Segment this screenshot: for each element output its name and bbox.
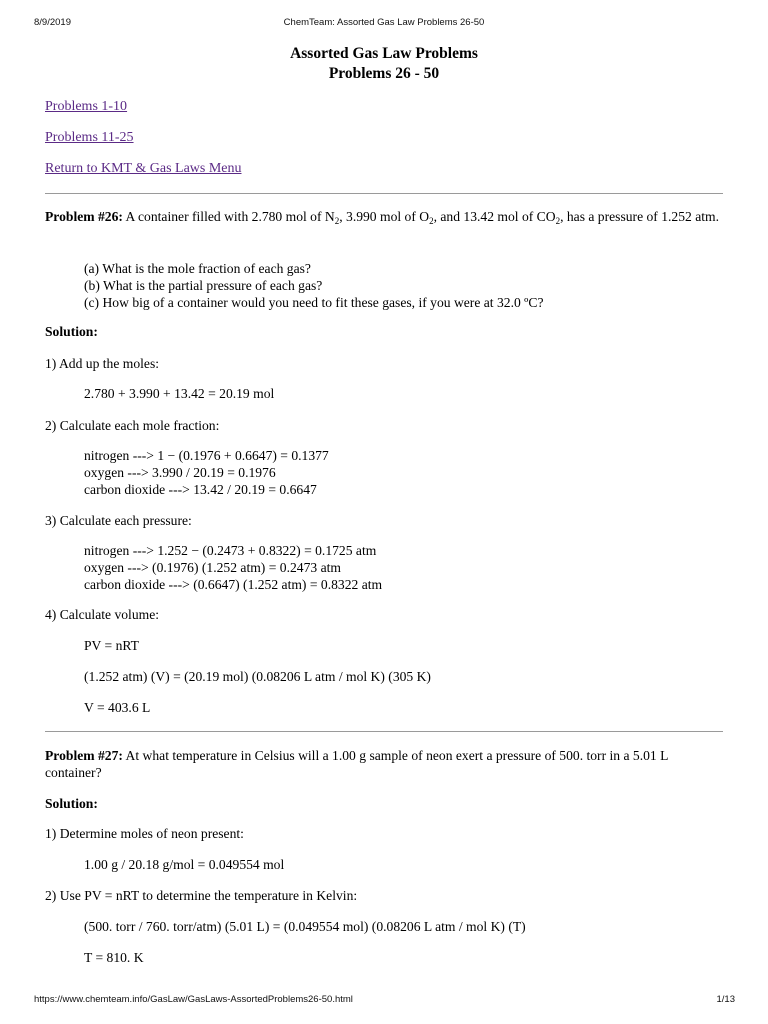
nav-links [45,99,723,177]
p27-step-1-equation: 1.00 g / 20.18 g/mol = 0.049554 mol [84,857,285,872]
p27-step-2-equation: (500. torr / 760. torr/atm) (5.01 L) = (0.049554 mol) (0.08206 L atm / mol K) (T) [84,919,526,934]
step-3-equations [45,542,768,593]
step-2-nitrogen: nitrogen ---> 1 − (0.1976 + 0.6647) = 0.1377 [84,448,329,463]
problem-27-statement [45,747,723,781]
subscript: 2 [429,216,434,226]
problem-26-text-b: , 3.990 mol of O [339,209,430,224]
page-title-line2: Problems 26 - 50 [328,65,440,82]
print-title: ChemTeam: Assorted Gas Law Problems 26-50 [283,17,485,28]
problem-27-solution-heading [45,795,768,812]
problem-26-text-a: A container filled with 2.780 mol of N [122,209,335,224]
problem-26-questions [45,260,768,311]
page-title [45,44,723,84]
step-2-co2: carbon dioxide ---> 13.42 / 20.19 = 0.6647 [84,482,317,497]
step-3-label: 3) Calculate each pressure: [45,513,192,528]
problem-27-text: At what temperature in Celsius will a 1.00 g sample of neon exert a pressure of 500. torr in a 5.01 L container? [45,748,668,780]
question-a: (a) What is the mole fraction of each gas? [84,261,311,276]
step-2-equations [45,447,768,498]
question-c: (c) How big of a container would you need to fit these gases, if you were at 32.0 ºC? [84,295,544,310]
p27-step-2-result: T = 810. K [84,950,144,965]
page-content [45,44,723,177]
step-1-equation: 2.780 + 3.990 + 13.42 = 20.19 mol [84,386,275,401]
problem-26-text-d: , has a pressure of 1.252 atm. [560,209,719,224]
print-url: https://www.chemteam.info/GasLaw/GasLaws-AssortedProblems26-50.html [34,994,353,1005]
step-4-equation-1: PV = nRT [84,638,139,653]
solution-label: Solution: [45,324,98,339]
step-1-label: 1) Add up the moles: [45,356,160,371]
link-problems-11-25[interactable]: Problems 11-25 [45,130,134,145]
link-problems-1-10[interactable]: Problems 1-10 [45,99,128,114]
step-2-label: 2) Calculate each mole fraction: [45,418,220,433]
step-3-oxygen: oxygen ---> (0.1976) (1.252 atm) = 0.2473 atm [84,560,341,575]
p27-step-1-label: 1) Determine moles of neon present: [45,826,244,841]
p27-step-2-label: 2) Use PV = nRT to determine the temperature in Kelvin: [45,888,358,903]
divider [45,731,723,732]
problem-26-statement [45,208,723,225]
step-4-label: 4) Calculate volume: [45,607,160,622]
print-footer [0,994,768,1006]
print-page-number: 1/13 [716,994,735,1005]
page-title-line1: Assorted Gas Law Problems [290,45,478,62]
step-2-oxygen: oxygen ---> 3.990 / 20.19 = 0.1976 [84,465,276,480]
step-3-co2: carbon dioxide ---> (0.6647) (1.252 atm) = 0.8322 atm [84,577,383,592]
print-header [0,17,768,29]
print-date: 8/9/2019 [34,17,71,28]
subscript: 2 [334,216,340,226]
step-4-equation-3: V = 403.6 L [84,700,151,715]
step-4-equation-2: (1.252 atm) (V) = (20.19 mol) (0.08206 L atm / mol K) (305 K) [84,669,431,684]
problem-26-solution-heading [45,323,768,340]
problem-27-label: Problem #27: [45,748,123,763]
solution-label: Solution: [45,796,98,811]
problem-26-label: Problem #26: [45,209,123,224]
step-3-nitrogen: nitrogen ---> 1.252 − (0.2473 + 0.8322) = 0.1725 atm [84,543,377,558]
divider [45,193,723,194]
question-b: (b) What is the partial pressure of each gas? [84,278,323,293]
subscript: 2 [555,216,561,226]
problem-26-text-c: , and 13.42 mol of CO [433,209,556,224]
link-return-menu[interactable]: Return to KMT & Gas Laws Menu [45,161,242,176]
